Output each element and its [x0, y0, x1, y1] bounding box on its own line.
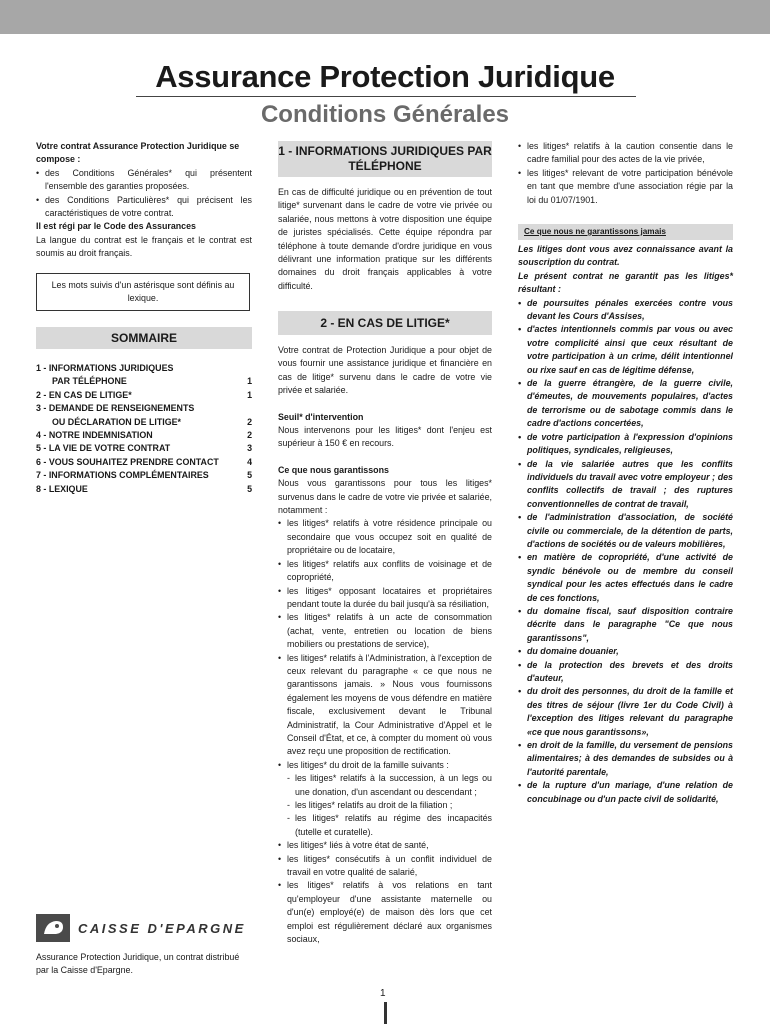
- list-item: • des Conditions Générales* qui présentent l'ensemble des garanties proposées.: [36, 167, 252, 194]
- seuil-title: Seuil* d'intervention: [278, 411, 364, 422]
- exclusions-intro-2: Le présent contrat ne garantit pas les litiges* résultant :: [518, 270, 733, 295]
- toc-row[interactable]: PAR TÉLÉPHONE 1: [52, 376, 252, 387]
- list-item: • les litiges* relatifs à l'Administration, à l'exception de ceux relevant du paragraphe « ce que nous ne garantissons jamais. » Nous vous fournissons également les moyens de vous défendre en matière fiscale, exclusivement devant le Tribunal Administratif, la Cour Administrative d'Appel et le Conseil d'État, et ce, à compter du moment où vous avez reçu une proposition de rectification.: [278, 652, 492, 759]
- toc-row[interactable]: 2 - EN CAS DE LITIGE* 1: [36, 389, 252, 400]
- right-top: [518, 140, 733, 207]
- document-title: Assurance Protection Juridique: [155, 59, 615, 94]
- section-2-body: [278, 344, 492, 946]
- asterisk-note-box: [36, 273, 250, 311]
- family-intro: les litiges* du droit de la famille suivants :: [287, 759, 449, 770]
- exclusions-header: Ce que nous ne garantissons jamais: [518, 224, 733, 240]
- page-marker-bar: [384, 1002, 387, 1024]
- garanties-text: Nous vous garantissons pour tous les litiges* survenus dans le cadre de votre vie privée et salariée, notamment :: [278, 478, 492, 516]
- garanties-title: Ce que nous garantissons: [278, 464, 389, 475]
- list-item: • les litiges* relatifs à votre résidence principale ou secondaire que vous occupez soit en qualité de propriétaire ou de locataire,: [278, 517, 492, 557]
- list-item: • les litiges* consécutifs à un conflit individuel de travail en votre qualité de salarié,: [278, 853, 492, 880]
- list-item: • de la guerre étrangère, de la guerre civile, d'émeutes, de mouvements populaires, d'actes de terrorisme ou de sabotage commis dans le cadre d'actions concertées,: [518, 377, 733, 431]
- footer-note: Assurance Protection Juridique, un contrat distribué par la Caisse d'Epargne.: [36, 952, 240, 975]
- sommaire-label: SOMMAIRE: [111, 331, 177, 345]
- top-grey-band: [0, 0, 770, 34]
- intro-list: [36, 167, 252, 221]
- list-item: • les litiges* relatifs aux conflits de voisinage et de copropriété,: [278, 558, 492, 585]
- list-item: • les litiges* relatifs à un acte de consommation (achat, vente, entretien ou location de biens mobiliers ou prestations de service),: [278, 611, 492, 651]
- list-item: • les litiges* relevant de votre participation bénévole en tant que membre d'une association régie par la loi du 01/07/1901.: [518, 167, 733, 207]
- list-item: • de la rupture d'un mariage, d'une relation de concubinage ou d'un pacte civil de solidarité,: [518, 779, 733, 806]
- toc-row[interactable]: 5 - LA VIE DE VOTRE CONTRAT 3: [36, 443, 252, 454]
- document-subtitle: Conditions Générales: [260, 101, 510, 128]
- table-of-contents: [36, 362, 252, 496]
- list-item: [278, 759, 492, 839]
- toc-row[interactable]: 1 - INFORMATIONS JURIDIQUES: [36, 363, 174, 373]
- exclusions-body: [518, 243, 733, 806]
- title-underline: [136, 96, 636, 97]
- list-item: - les litiges* relatifs à la succession, à un legs ou une donation, d'un ascendant ou descendant ;: [287, 772, 492, 799]
- asterisk-note: Les mots suivis d'un astérisque sont définis au lexique.: [51, 279, 235, 303]
- garanties-list: [278, 517, 492, 946]
- list-item: • les litiges* liés à votre état de santé,: [278, 839, 492, 852]
- list-item: • en droit de la famille, du versement de pensions alimentaires; à des demandes de subsides ou à l'autorité parentale,: [518, 739, 733, 779]
- sommaire-header: [36, 327, 252, 349]
- list-item: • des Conditions Particulières* qui précisent les caractéristiques de votre contrat.: [36, 194, 252, 221]
- list-item: • d'actes intentionnels commis par vous ou avec votre complicité ainsi que ceux résultant de votre participation à un crime, délit intentionnel ou rixe sauf en cas de légitime défense,: [518, 323, 733, 377]
- toc-row[interactable]: 6 - VOUS SOUHAITEZ PRENDRE CONTACT 4: [36, 456, 252, 467]
- section-2-header: [278, 311, 492, 335]
- exclusions-intro-1: Les litiges dont vous avez connaissance avant la souscription du contrat.: [518, 244, 733, 268]
- section-1-text: En cas de difficulté juridique ou en prévention de tout litige* survenant dans le cadre de votre vie privée ou salariée, nous mettons à votre disposition une équipe de juristes spécialisés. Cette équipe répondra par téléphone à toute demande d'ordre juridique en vous délivrant une information pratique sur les différents domaines du droit français applicables à votre difficulté.: [278, 187, 492, 291]
- toc-row[interactable]: 7 - INFORMATIONS COMPLÉMENTAIRES 5: [36, 470, 252, 481]
- list-item: • de la protection des brevets et des droits d'auteur,: [518, 659, 733, 686]
- intro-title: Votre contrat Assurance Protection Juridique se compose :: [36, 141, 240, 165]
- toc-row[interactable]: OU DÉCLARATION DE LITIGE* 2: [52, 416, 252, 427]
- list-item: • de l'administration d'association, de société civile ou commerciale, de la détention de parts, d'actions de sociétés ou de valeurs mobilières,: [518, 511, 733, 551]
- list-item: • du droit des personnes, du droit de la famille et des titres de séjour (livre 1er du Code Civil) à l'exception des litiges relevant du paragraphe «ce que nous garantissons»,: [518, 685, 733, 739]
- toc-row[interactable]: 4 - NOTRE INDEMNISATION 2: [36, 430, 252, 441]
- logo-text: CAISSE D'EPARGNE: [78, 920, 246, 936]
- family-list: [287, 772, 492, 839]
- section-1-title: 1 - INFORMATIONS JURIDIQUES PAR TÉLÉPHONE: [278, 144, 492, 173]
- code-text: La langue du contrat est le français et le contrat est soumis au droit français.: [36, 234, 252, 259]
- code-title: Il est régi par le Code des Assurances: [36, 221, 196, 232]
- list-item: • les litiges* opposant locataires et propriétaires pendant toute la durée du bail jusqu'à sa résiliation,: [278, 585, 492, 612]
- list-item: • de poursuites pénales exercées contre vous devant les Cours d'Assises,: [518, 297, 733, 324]
- caisse-epargne-logo: [36, 914, 256, 942]
- section-2-title: 2 - EN CAS DE LITIGE*: [320, 316, 450, 330]
- left-intro: [36, 140, 252, 261]
- section-1-header: [278, 141, 492, 177]
- list-item: • en matière de copropriété, d'une activité de syndic bénévole ou de membre du conseil syndical pour les actes effectués dans le cadre de ces fonctions,: [518, 551, 733, 605]
- toc-row[interactable]: 8 - LEXIQUE 5: [36, 483, 252, 494]
- right-list: [518, 140, 733, 207]
- list-item: • du domaine fiscal, sauf disposition contraire décrite dans le paragraphe "Ce que nous garantissons",: [518, 605, 733, 645]
- section-1-body: [278, 186, 492, 293]
- list-item: • de la vie salariée autres que les conflits individuels du travail avec votre employeur ; des conflits collectifs de travail ; des ruptures conventionnelles de contrat de travail,: [518, 458, 733, 512]
- list-item: - les litiges* relatifs au droit de la filiation ;: [287, 799, 492, 812]
- list-item: • de votre participation à l'expression d'opinions politiques, syndicales, religieuses,: [518, 431, 733, 458]
- section-2-text: Votre contrat de Protection Juridique a pour objet de vous fournir une assistance juridique et financière en cas de litige* survenu dans le cadre de votre vie privée et salariée.: [278, 345, 492, 396]
- toc-row[interactable]: 3 - DEMANDE DE RENSEIGNEMENTS: [36, 403, 195, 414]
- list-item: - les litiges* relatifs au régime des incapacités (tutelle et curatelle).: [287, 812, 492, 839]
- list-item: • les litiges* relatifs à vos relations en tant qu'employeur d'une assistante maternelle ou d'un(e) employé(e) de maison dès lors que cet emploi est régulièrement déclaré aux organismes sociaux,: [278, 879, 492, 946]
- exclusions-list: [518, 297, 733, 806]
- page-number: 1: [380, 988, 386, 999]
- squirrel-logo-icon: [36, 914, 70, 942]
- list-item: • les litiges* relatifs à la caution consentie dans le cadre familial pour des actes de la vie privée,: [518, 140, 733, 167]
- seuil-text: Nous intervenons pour les litiges* dont l'enjeu est supérieur à 150 € en recours.: [278, 425, 492, 449]
- list-item: • du domaine douanier,: [518, 645, 733, 658]
